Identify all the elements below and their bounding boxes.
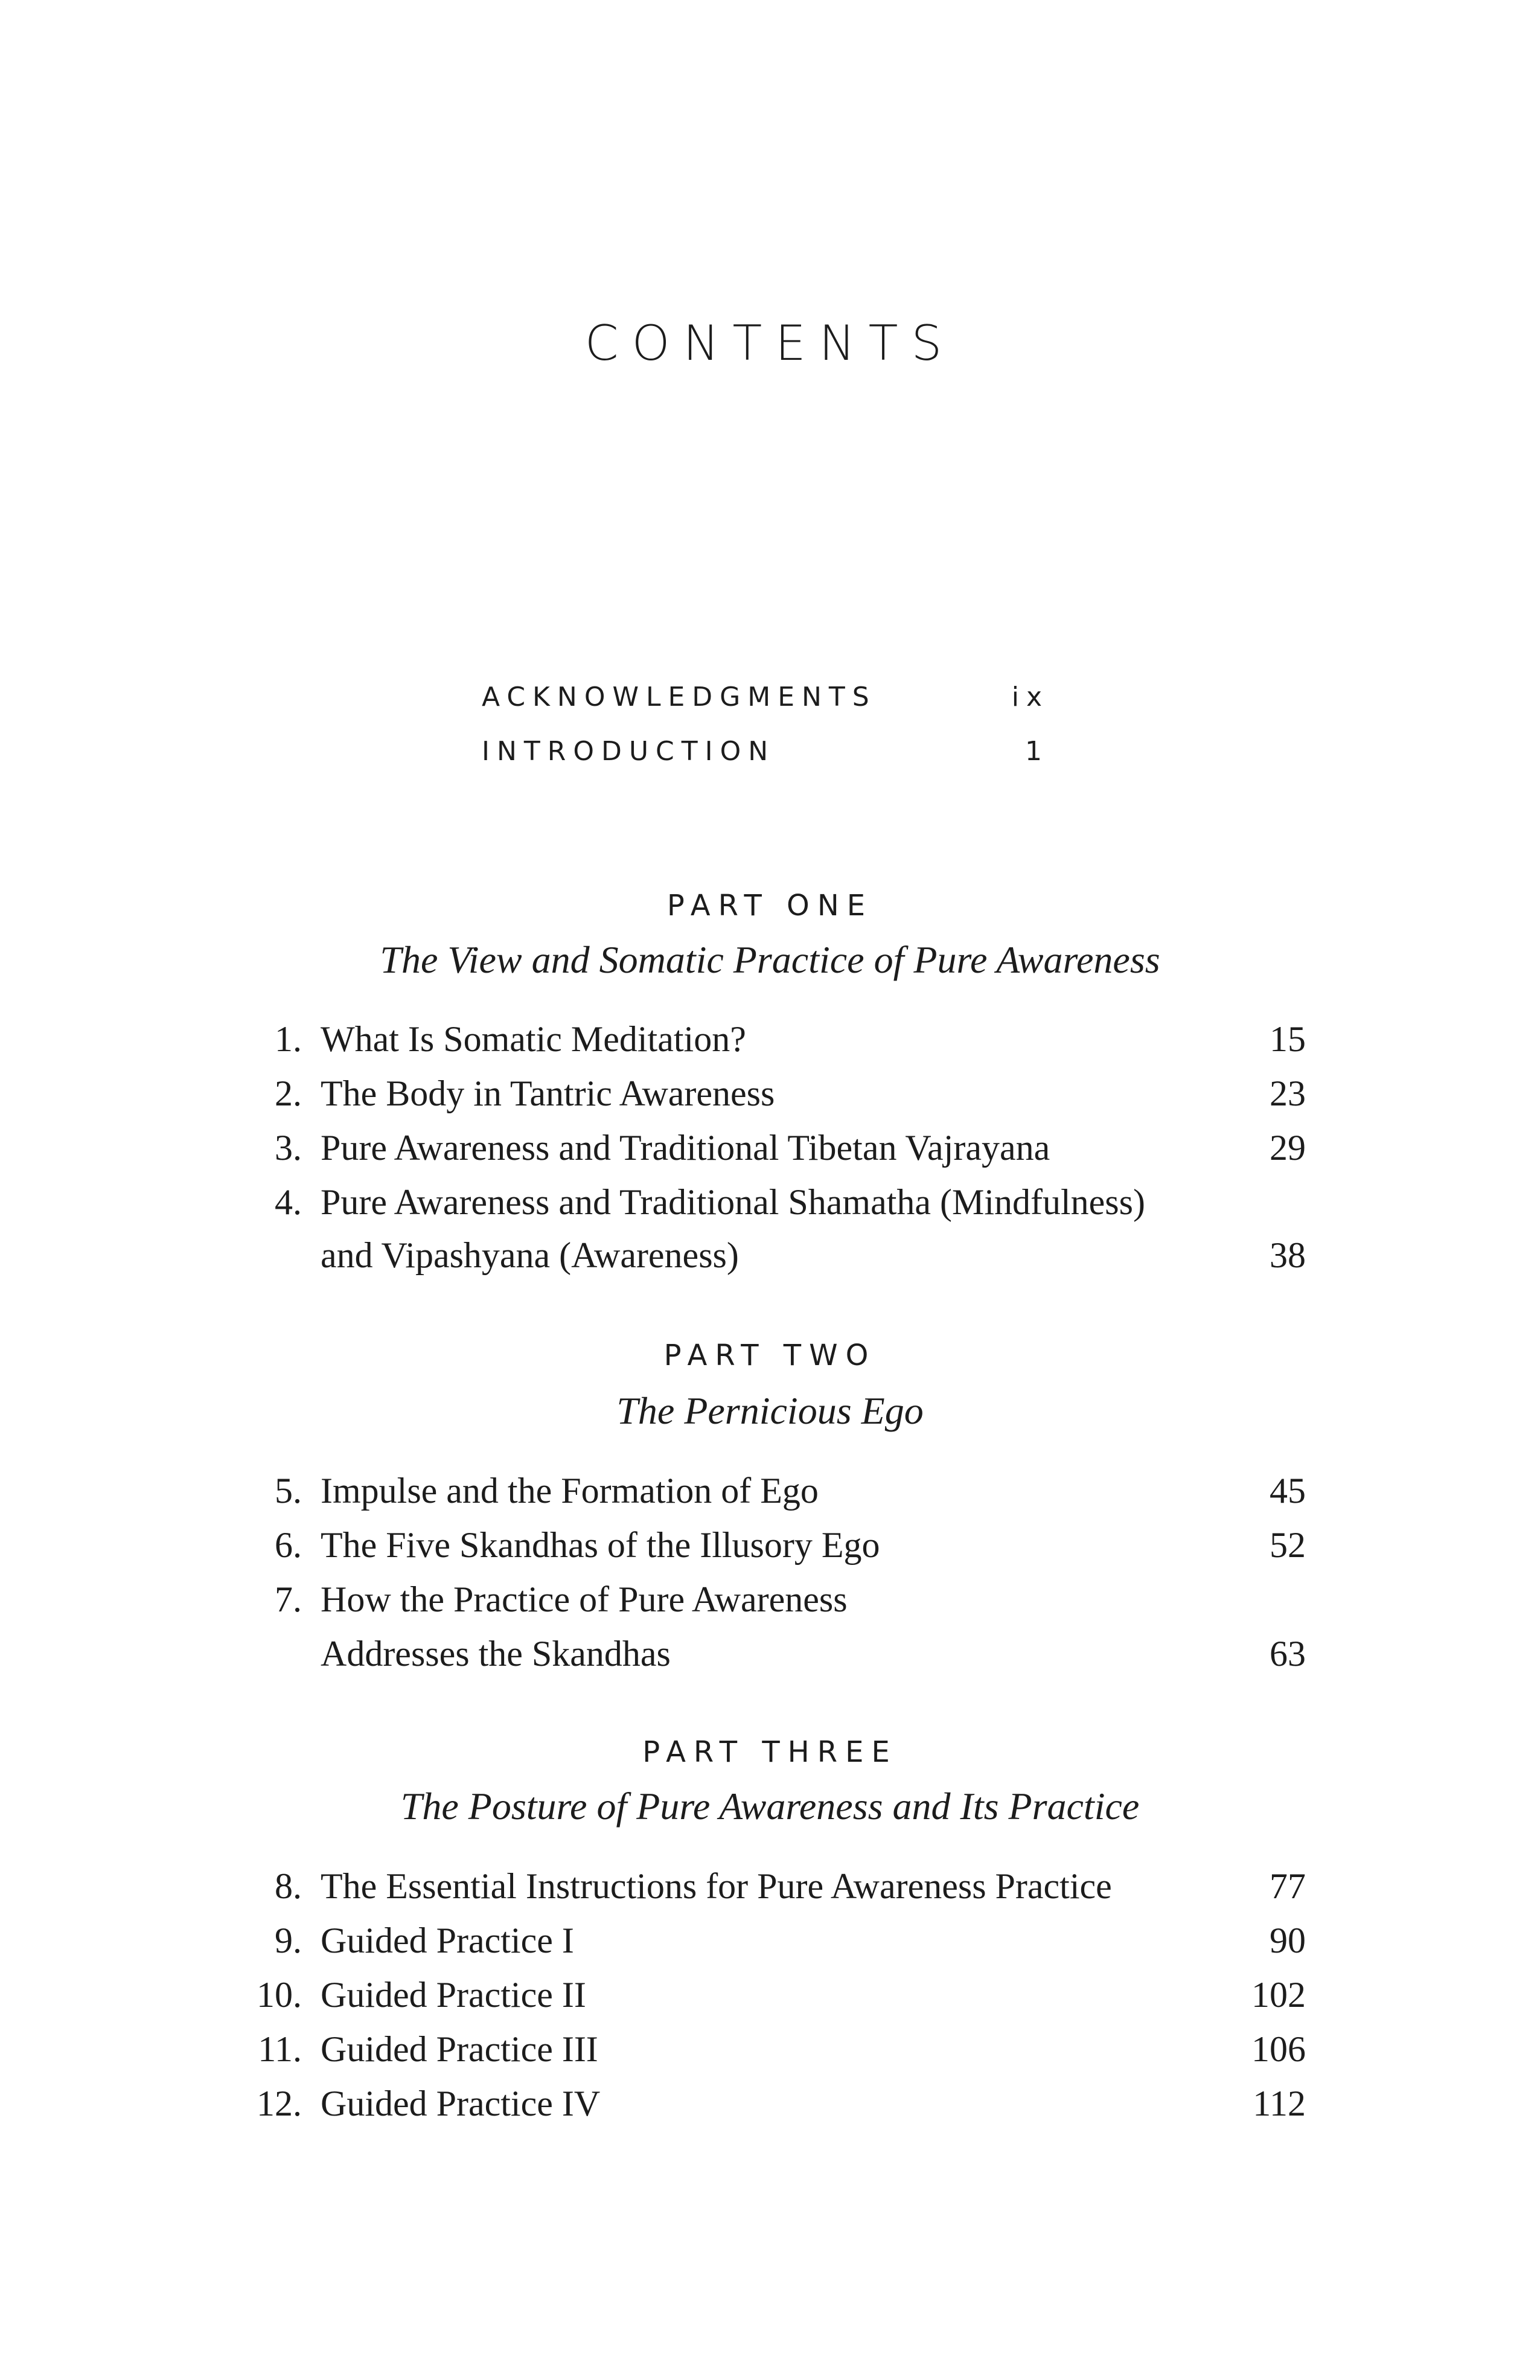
chapter-number: 8. <box>275 1866 302 1906</box>
chapter-title: The Body in Tantric Awareness <box>321 1073 775 1113</box>
chapter-title: The Five Skandhas of the Illusory Ego <box>321 1525 880 1565</box>
chapter-title: Guided Practice III <box>321 2029 598 2069</box>
toc-page-number: 52 <box>1270 1525 1306 1565</box>
toc-page-number: 38 <box>1270 1235 1306 1275</box>
chapter-number: 5. <box>275 1471 302 1511</box>
toc-page-number: 63 <box>1270 1634 1306 1674</box>
chapter-number: 2. <box>275 1073 302 1113</box>
toc-page-number: 90 <box>1270 1921 1306 1960</box>
chapter-title: Guided Practice II <box>321 1975 586 2015</box>
part-two-label: PART TWO <box>663 1339 877 1372</box>
chapter-title: Guided Practice IV <box>321 2084 601 2123</box>
toc-page-number: 102 <box>1251 1975 1306 2015</box>
toc-page-number: 112 <box>1253 2084 1306 2123</box>
chapter-title: Pure Awareness and Traditional Shamatha (Mindfulness) <box>321 1182 1145 1222</box>
chapter-number: 1. <box>275 1019 302 1059</box>
toc-page-number: ix <box>1011 682 1049 712</box>
toc-page-number: 1 <box>1025 736 1049 767</box>
toc-page-number: 77 <box>1270 1866 1306 1906</box>
chapter-title-continued: Addresses the Skandhas <box>321 1634 671 1674</box>
chapter-title: The Essential Instructions for Pure Awareness Practice <box>321 1866 1112 1906</box>
toc-entry-introduction[interactable] <box>482 734 1049 770</box>
part-one-title: The View and Somatic Practice of Pure Awareness <box>380 938 1160 981</box>
chapter-number: 7. <box>275 1579 302 1619</box>
chapter-title: Pure Awareness and Traditional Tibetan Vajrayana <box>321 1128 1050 1168</box>
toc-page-number: 23 <box>1270 1073 1306 1113</box>
part-three-title: The Posture of Pure Awareness and Its Practice <box>400 1785 1140 1828</box>
chapter-title: How the Practice of Pure Awareness <box>321 1579 848 1619</box>
toc-entry-acknowledgments[interactable] <box>482 679 1049 715</box>
chapter-number: 6. <box>275 1525 302 1565</box>
part-two-title: The Pernicious Ego <box>616 1389 924 1432</box>
chapter-number: 4. <box>275 1182 302 1222</box>
toc-entry-label: ACKNOWLEDGMENTS <box>482 682 877 712</box>
chapter-title: Guided Practice I <box>321 1921 574 1960</box>
page-title: CONTENTS <box>584 315 956 371</box>
toc-page-number: 29 <box>1270 1128 1306 1168</box>
chapter-title: What Is Somatic Meditation? <box>321 1019 746 1059</box>
chapter-number: 9. <box>275 1921 302 1960</box>
chapter-title-continued: and Vipashyana (Awareness) <box>321 1235 739 1275</box>
chapter-number: 11. <box>258 2029 302 2069</box>
toc-entry-label: INTRODUCTION <box>482 736 776 767</box>
chapter-number: 3. <box>275 1128 302 1168</box>
part-one-label: PART ONE <box>666 889 874 923</box>
chapter-title: Impulse and the Formation of Ego <box>321 1471 819 1511</box>
part-three-label: PART THREE <box>642 1735 898 1769</box>
toc-page-number: 45 <box>1270 1471 1306 1511</box>
toc-page-number: 106 <box>1251 2029 1306 2069</box>
toc-page-number: 15 <box>1270 1019 1306 1059</box>
chapter-number: 12. <box>257 2084 302 2123</box>
chapter-number: 10. <box>257 1975 302 2015</box>
